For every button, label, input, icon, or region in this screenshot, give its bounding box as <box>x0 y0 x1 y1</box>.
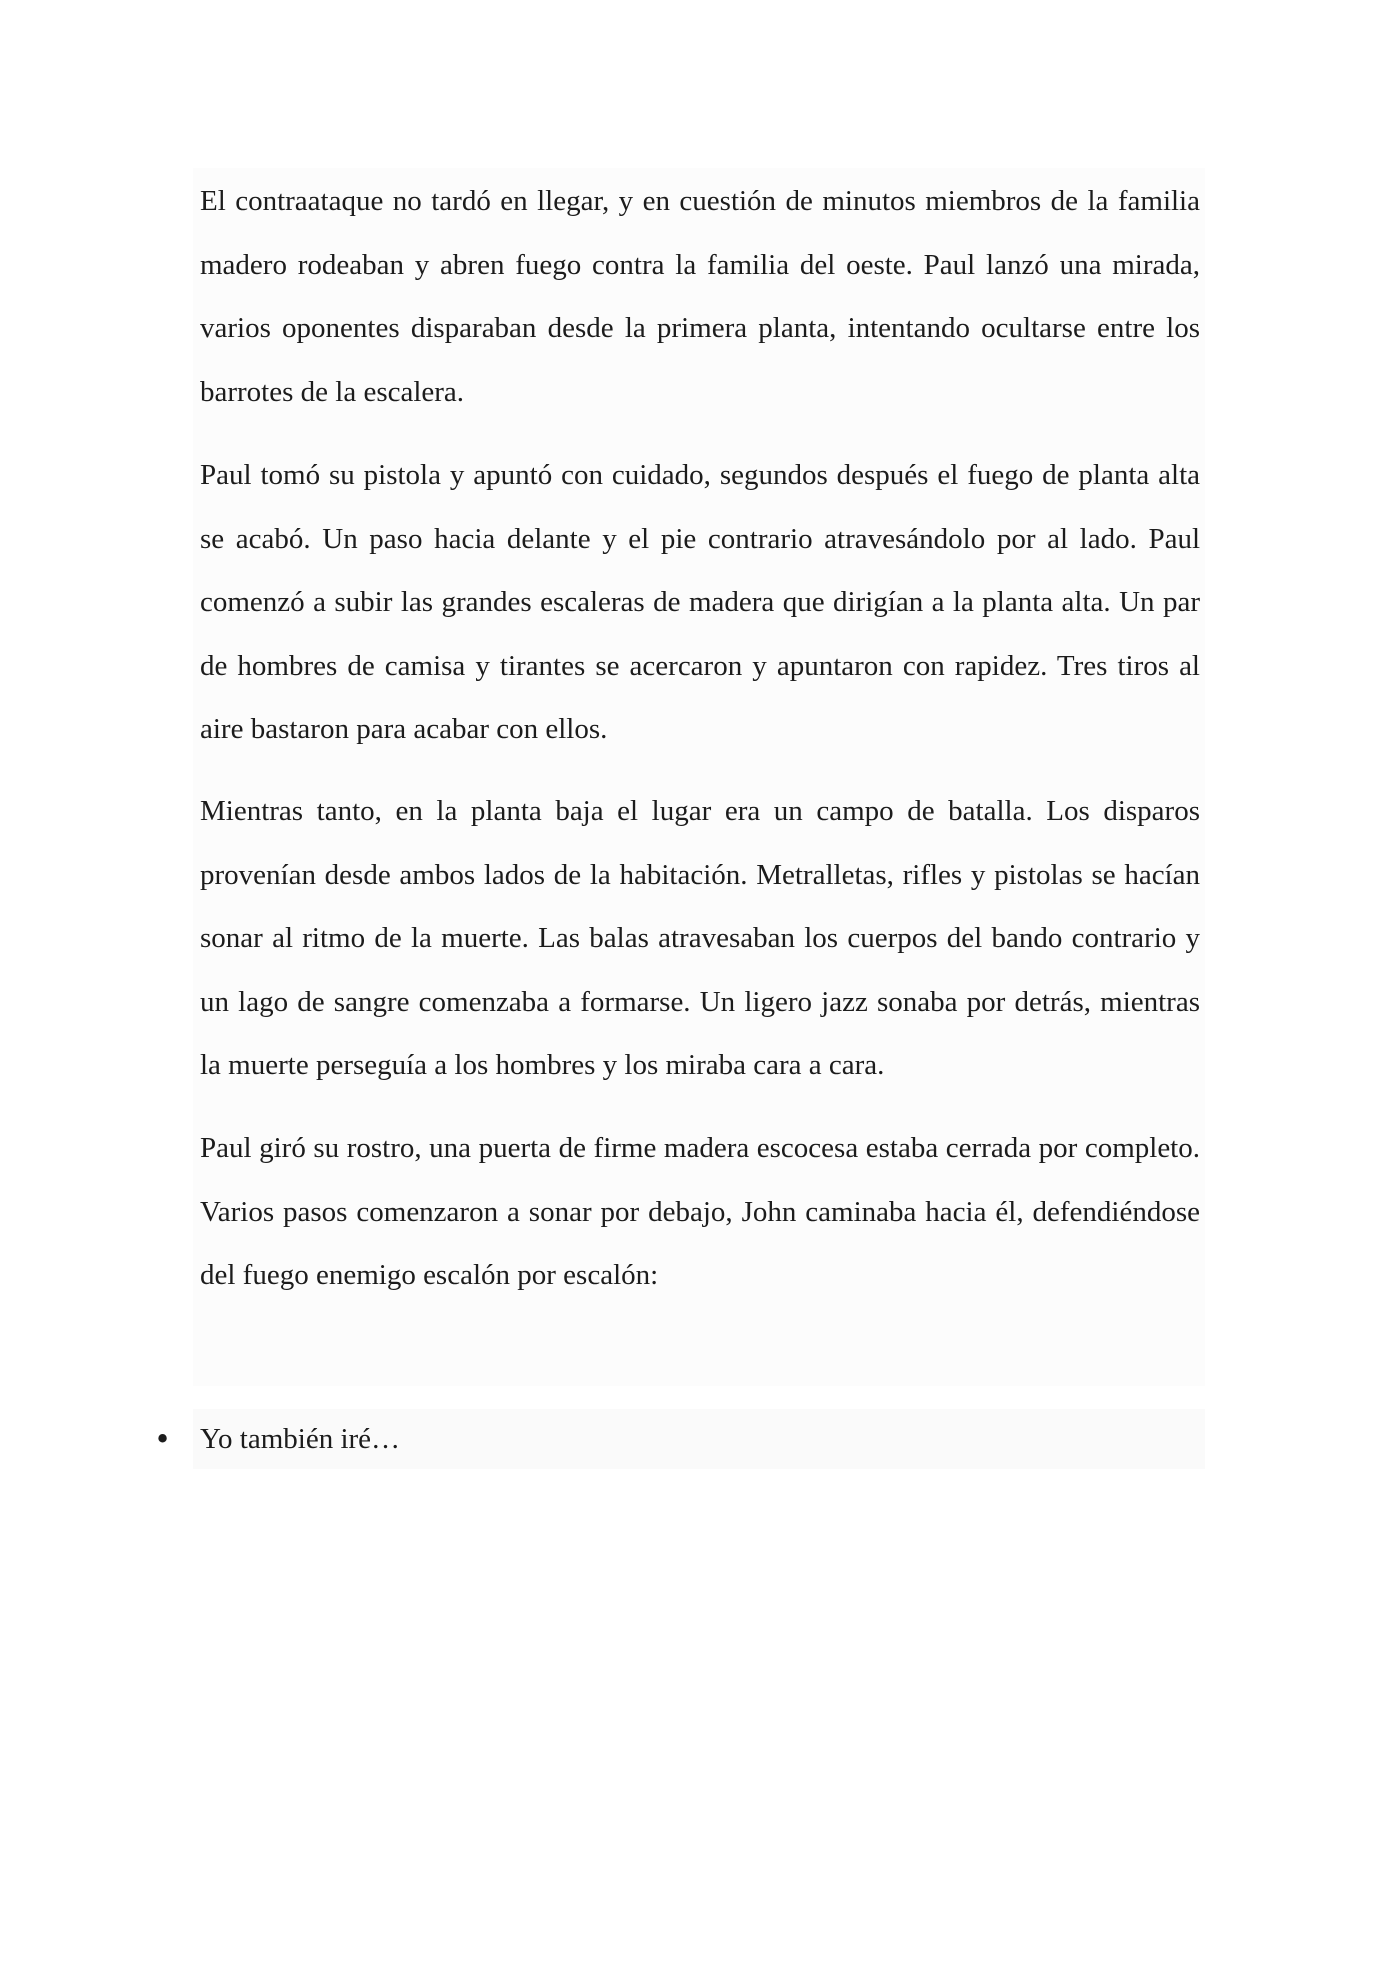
paragraph-4: Paul giró su rostro, una puerta de firme madera escocesa estaba cerrada por completo. Varios pasos comenzaron a sonar por debajo, John caminaba hacia él, defendiéndose del fuego enemigo escalón por escalón: <box>200 1132 1200 1291</box>
bullet-icon: • <box>154 1422 172 1456</box>
paragraph-1: El contraataque no tardó en llegar, y en cuestión de minutos miembros de la familia madero rodeaban y abren fuego contra la familia del oeste. Paul lanzó una mirada, varios oponentes disparaban desde la primera planta, intentando ocultarse entre los barrotes de la escalera. <box>200 185 1200 408</box>
list-item-text: Yo también iré… <box>200 1423 401 1455</box>
paragraph-2: Paul tomó su pistola y apuntó con cuidado, segundos después el fuego de planta alta se acabó. Un paso hacia delante y el pie contrario atravesándolo por al lado. Paul comenzó a subir las grandes escaleras de madera que dirigían a la planta alta. Un par de hombres de camisa y tirantes se acercaron y apuntaron con rapidez. Tres tiros al aire bastaron para acabar con ellos. <box>200 459 1200 745</box>
paragraph-3: Mientras tanto, en la planta baja el lugar era un campo de batalla. Los disparos provenían desde ambos lados de la habitación. Metralletas, rifles y pistolas se hacían sonar al ritmo de la muerte. Las balas atravesaban los cuerpos del bando contrario y un lago de sangre comenzaba a formarse. Un ligero jazz sonaba por detrás, mientras la muerte perseguía a los hombres y los miraba cara a cara. <box>200 795 1200 1081</box>
